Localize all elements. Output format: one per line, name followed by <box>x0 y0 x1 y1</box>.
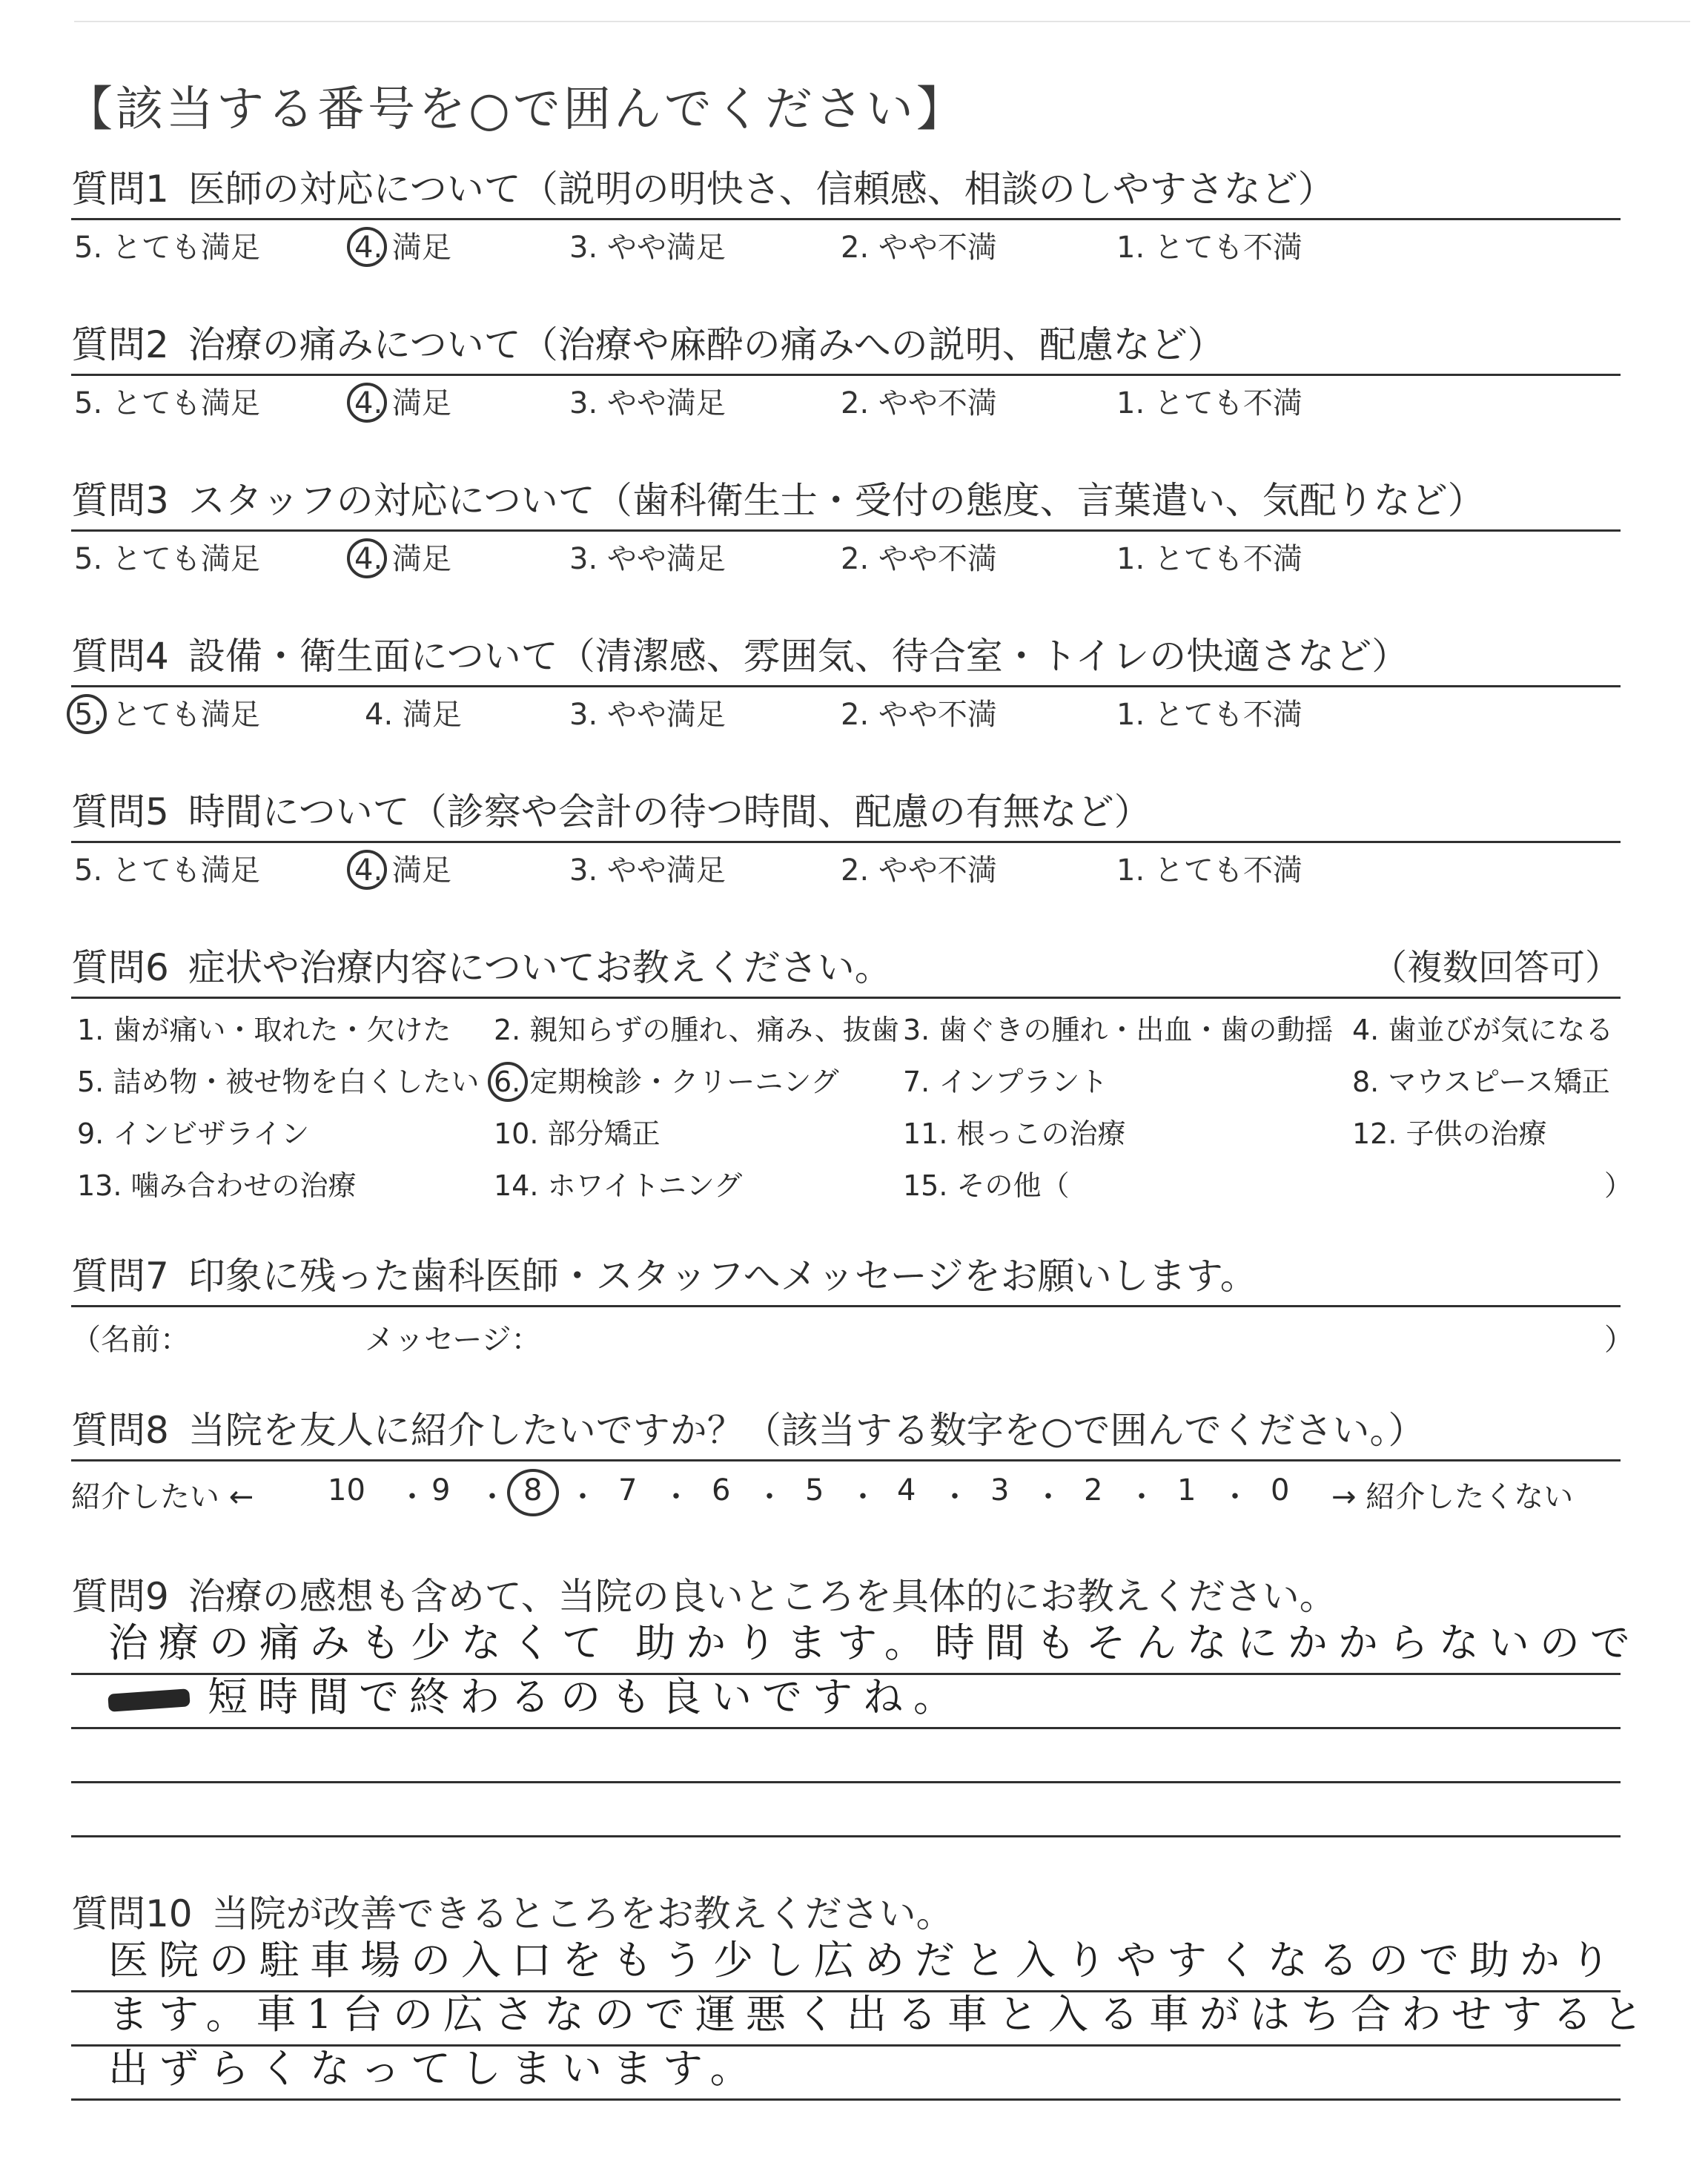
question-number: 質問3 <box>71 479 169 522</box>
option-4[interactable] <box>354 225 451 271</box>
scale-value[interactable]: 3 <box>990 1473 1010 1507</box>
question-5-title <box>71 787 1621 836</box>
answer-area[interactable] <box>71 1619 1641 1837</box>
symptom-option[interactable]: 14. ホワイトニング <box>494 1169 743 1202</box>
crossed-out-scribble <box>107 1688 190 1712</box>
scale-value[interactable]: 10 <box>328 1473 365 1507</box>
question-3 <box>71 476 1621 582</box>
option-5-label: 5. とても満足 <box>74 698 260 732</box>
symptom-option[interactable]: 9. インビザライン <box>77 1117 310 1150</box>
scale-right-label: → 紹介したくない <box>1331 1480 1574 1514</box>
question-8 <box>71 1406 1621 1519</box>
question-number: 質問4 <box>71 635 169 678</box>
scale-value[interactable]: 6 <box>712 1473 731 1507</box>
rating-options <box>71 692 1621 738</box>
multiple-answers-note: （複数回答可） <box>1371 947 1621 988</box>
divider <box>71 374 1621 376</box>
option-4[interactable] <box>354 380 451 426</box>
question-number: 質問9 <box>71 1575 169 1618</box>
option-1[interactable]: 1. とても不満 <box>1116 853 1302 888</box>
option-5[interactable] <box>74 692 260 738</box>
scale-dot: ・ <box>477 1480 507 1514</box>
selection-circle <box>347 227 387 267</box>
symptom-option[interactable]: 3. 歯ぐきの腫れ・出血・歯の動揺 <box>903 1014 1334 1046</box>
scale-value-selected[interactable]: 8 <box>523 1473 543 1507</box>
option-5[interactable]: 5. とても満足 <box>74 386 260 420</box>
option-1[interactable]: 1. とても不満 <box>1116 386 1302 420</box>
option-2[interactable]: 2. やや不満 <box>841 231 997 265</box>
question-text: 当院を友人に紹介したいですか？（該当する数字を○で囲んでください。） <box>188 1409 1426 1452</box>
symptom-option-other[interactable]: 15. その他（ <box>903 1169 1070 1202</box>
question-text: 設備・衛生面について（清潔感、雰囲気、待合室・トイレの快適さなど） <box>188 635 1409 678</box>
message-row <box>71 1312 1634 1364</box>
scale-dot: ・ <box>1033 1480 1063 1514</box>
option-4[interactable]: 4. 満足 <box>365 698 462 732</box>
selection-circle <box>488 1062 528 1102</box>
symptom-option[interactable]: 7. インプラント <box>903 1066 1108 1098</box>
question-number: 質問5 <box>71 790 169 833</box>
question-number: 質問8 <box>71 1409 169 1452</box>
question-10 <box>71 1889 1654 2101</box>
option-2[interactable]: 2. やや不満 <box>841 698 997 732</box>
question-text: 印象に残った歯科医師・スタッフへメッセージをお願いします。 <box>188 1255 1257 1298</box>
option-5[interactable]: 5. とても満足 <box>74 231 260 265</box>
scale-dot: ・ <box>940 1480 970 1514</box>
question-text: 治療の痛みについて（治療や麻酔の痛みへの説明、配慮など） <box>188 323 1225 366</box>
question-6 <box>71 943 1633 1230</box>
symptom-option[interactable]: 12. 子供の治療 <box>1352 1117 1547 1150</box>
symptom-option[interactable]: 8. マウスピース矯正 <box>1352 1066 1610 1098</box>
rating-options <box>71 380 1621 426</box>
scale-value[interactable]: 0 <box>1271 1473 1290 1507</box>
option-5[interactable]: 5. とても満足 <box>74 853 260 888</box>
scale-dot: ・ <box>1220 1480 1250 1514</box>
question-6-title <box>71 943 1621 992</box>
handwritten-answer: ます。車1台の広さなので運悪く出る車と入る車がはち合わせすると <box>108 1991 1654 2038</box>
question-number: 質問2 <box>71 323 169 366</box>
handwritten-answer: 治療の痛みも少なくて 助かります。時間もそんなにかからないので <box>108 1619 1641 1666</box>
question-2-title <box>71 320 1621 369</box>
symptom-options <box>71 1008 1633 1230</box>
question-text: 時間について（診察や会計の待つ時間、配慮の有無など） <box>188 790 1151 833</box>
handwritten-answer-row <box>108 1665 964 1723</box>
scale-value[interactable]: 5 <box>805 1473 824 1507</box>
other-close-paren: ） <box>1604 1169 1633 1202</box>
question-7-title <box>71 1252 1621 1301</box>
symptom-option[interactable]: 5. 詰め物・被せ物を白くしたい <box>77 1066 480 1098</box>
question-text: 当院が改善できるところをお教えください。 <box>211 1892 953 1935</box>
scale-left-label: 紹介したい ← <box>71 1480 254 1514</box>
message-close-paren: ） <box>1604 1323 1634 1357</box>
divider <box>71 1459 1621 1462</box>
answer-line <box>71 1675 1621 1729</box>
scale-value[interactable]: 7 <box>618 1473 638 1507</box>
question-9 <box>71 1572 1641 1837</box>
symptom-option-selected[interactable] <box>494 1060 839 1104</box>
symptom-option[interactable]: 13. 噛み合わせの治療 <box>77 1169 357 1202</box>
option-1[interactable]: 1. とても不満 <box>1116 231 1302 265</box>
top-edge-line <box>74 21 1690 22</box>
question-5 <box>71 787 1621 894</box>
handwritten-answer: 医院の駐車場の入口をもう少し広めだと入りやすくなるので助かり <box>108 1937 1621 1984</box>
question-1-title <box>71 165 1621 214</box>
scale-value[interactable]: 4 <box>897 1473 916 1507</box>
option-4-label: 4. 満足 <box>354 853 451 888</box>
scale-value[interactable]: 2 <box>1084 1473 1103 1507</box>
scale-dot: ・ <box>661 1480 691 1514</box>
divider <box>71 218 1621 220</box>
divider <box>71 997 1621 999</box>
option-1[interactable]: 1. とても不満 <box>1116 542 1302 576</box>
recommend-scale <box>71 1467 1621 1519</box>
rating-options <box>71 848 1621 894</box>
option-3[interactable]: 3. やや満足 <box>569 853 726 888</box>
scale-dot: ・ <box>755 1480 784 1514</box>
question-number: 質問7 <box>71 1255 169 1298</box>
scale-dot: ・ <box>568 1480 598 1514</box>
question-text: 症状や治療内容についてお教えください。 <box>188 946 892 989</box>
option-3[interactable]: 3. やや満足 <box>569 231 726 265</box>
question-text: スタッフの対応について（歯科衛生士・受付の態度、言葉遣い、気配りなど） <box>188 479 1485 522</box>
question-4-title <box>71 632 1621 681</box>
divider <box>71 841 1621 843</box>
question-number: 質問6 <box>71 946 169 989</box>
scale-value[interactable]: 1 <box>1177 1473 1196 1507</box>
option-3[interactable]: 3. やや満足 <box>569 542 726 576</box>
question-text: 治療の感想も含めて、当院の良いところを具体的にお教えください。 <box>188 1575 1337 1618</box>
rating-options <box>71 225 1621 271</box>
scale-dot: ・ <box>1127 1480 1156 1514</box>
option-4[interactable] <box>354 536 451 582</box>
option-5[interactable]: 5. とても満足 <box>74 542 260 576</box>
option-2[interactable]: 2. やや不満 <box>841 853 997 888</box>
question-3-title <box>71 476 1621 525</box>
answer-line <box>71 1729 1621 1783</box>
scale-dot: ・ <box>397 1480 427 1514</box>
question-7 <box>71 1252 1634 1364</box>
rating-options <box>71 536 1621 582</box>
question-8-title <box>71 1406 1621 1455</box>
option-4-label: 4. 満足 <box>354 386 451 420</box>
scale-value[interactable]: 9 <box>431 1473 451 1507</box>
option-4[interactable] <box>354 848 451 894</box>
question-number: 質問10 <box>71 1892 193 1935</box>
option-3[interactable]: 3. やや満足 <box>569 698 726 732</box>
selection-circle <box>347 538 387 578</box>
handwritten-answer: 短時間で終わるのも良いですね。 <box>208 1674 964 1720</box>
divider <box>71 685 1621 687</box>
instruction-heading: 【該当する番号を○で囲んでください】 <box>65 82 967 137</box>
selection-circle <box>347 383 387 423</box>
answer-line <box>71 2047 1621 2101</box>
symptom-option[interactable]: 10. 部分矯正 <box>494 1117 661 1150</box>
question-1 <box>71 165 1621 271</box>
symptom-option[interactable]: 4. 歯並びが気になる <box>1352 1014 1614 1046</box>
option-2[interactable]: 2. やや不満 <box>841 386 997 420</box>
option-4-label: 4. 満足 <box>354 542 451 576</box>
divider <box>71 529 1621 532</box>
message-label: メッセージ： <box>365 1323 541 1357</box>
symptom-option[interactable]: 1. 歯が痛い・取れた・欠けた <box>77 1014 451 1046</box>
answer-line <box>71 1783 1621 1837</box>
option-1[interactable]: 1. とても不満 <box>1116 698 1302 732</box>
name-label: （名前： <box>71 1323 190 1357</box>
divider <box>71 1305 1621 1307</box>
option-2[interactable]: 2. やや不満 <box>841 542 997 576</box>
option-4-label: 4. 満足 <box>354 231 451 265</box>
scale-dot: ・ <box>848 1480 878 1514</box>
selection-circle <box>67 694 107 734</box>
answer-area[interactable] <box>71 1937 1654 2101</box>
question-text: 医師の対応について（説明の明快さ、信頼感、相談のしやすさなど） <box>188 168 1335 211</box>
symptom-option-label: 6. 定期検診・クリーニング <box>494 1066 839 1098</box>
handwritten-answer: 出ずらくなってしまいます。 <box>108 2045 761 2092</box>
question-4 <box>71 632 1621 738</box>
symptom-option[interactable]: 11. 根っこの治療 <box>903 1117 1126 1150</box>
symptom-option[interactable]: 2. 親知らずの腫れ、痛み、抜歯 <box>494 1014 899 1046</box>
question-number: 質問1 <box>71 168 169 211</box>
question-2 <box>71 320 1621 426</box>
option-3[interactable]: 3. やや満足 <box>569 386 726 420</box>
selection-circle <box>347 850 387 890</box>
